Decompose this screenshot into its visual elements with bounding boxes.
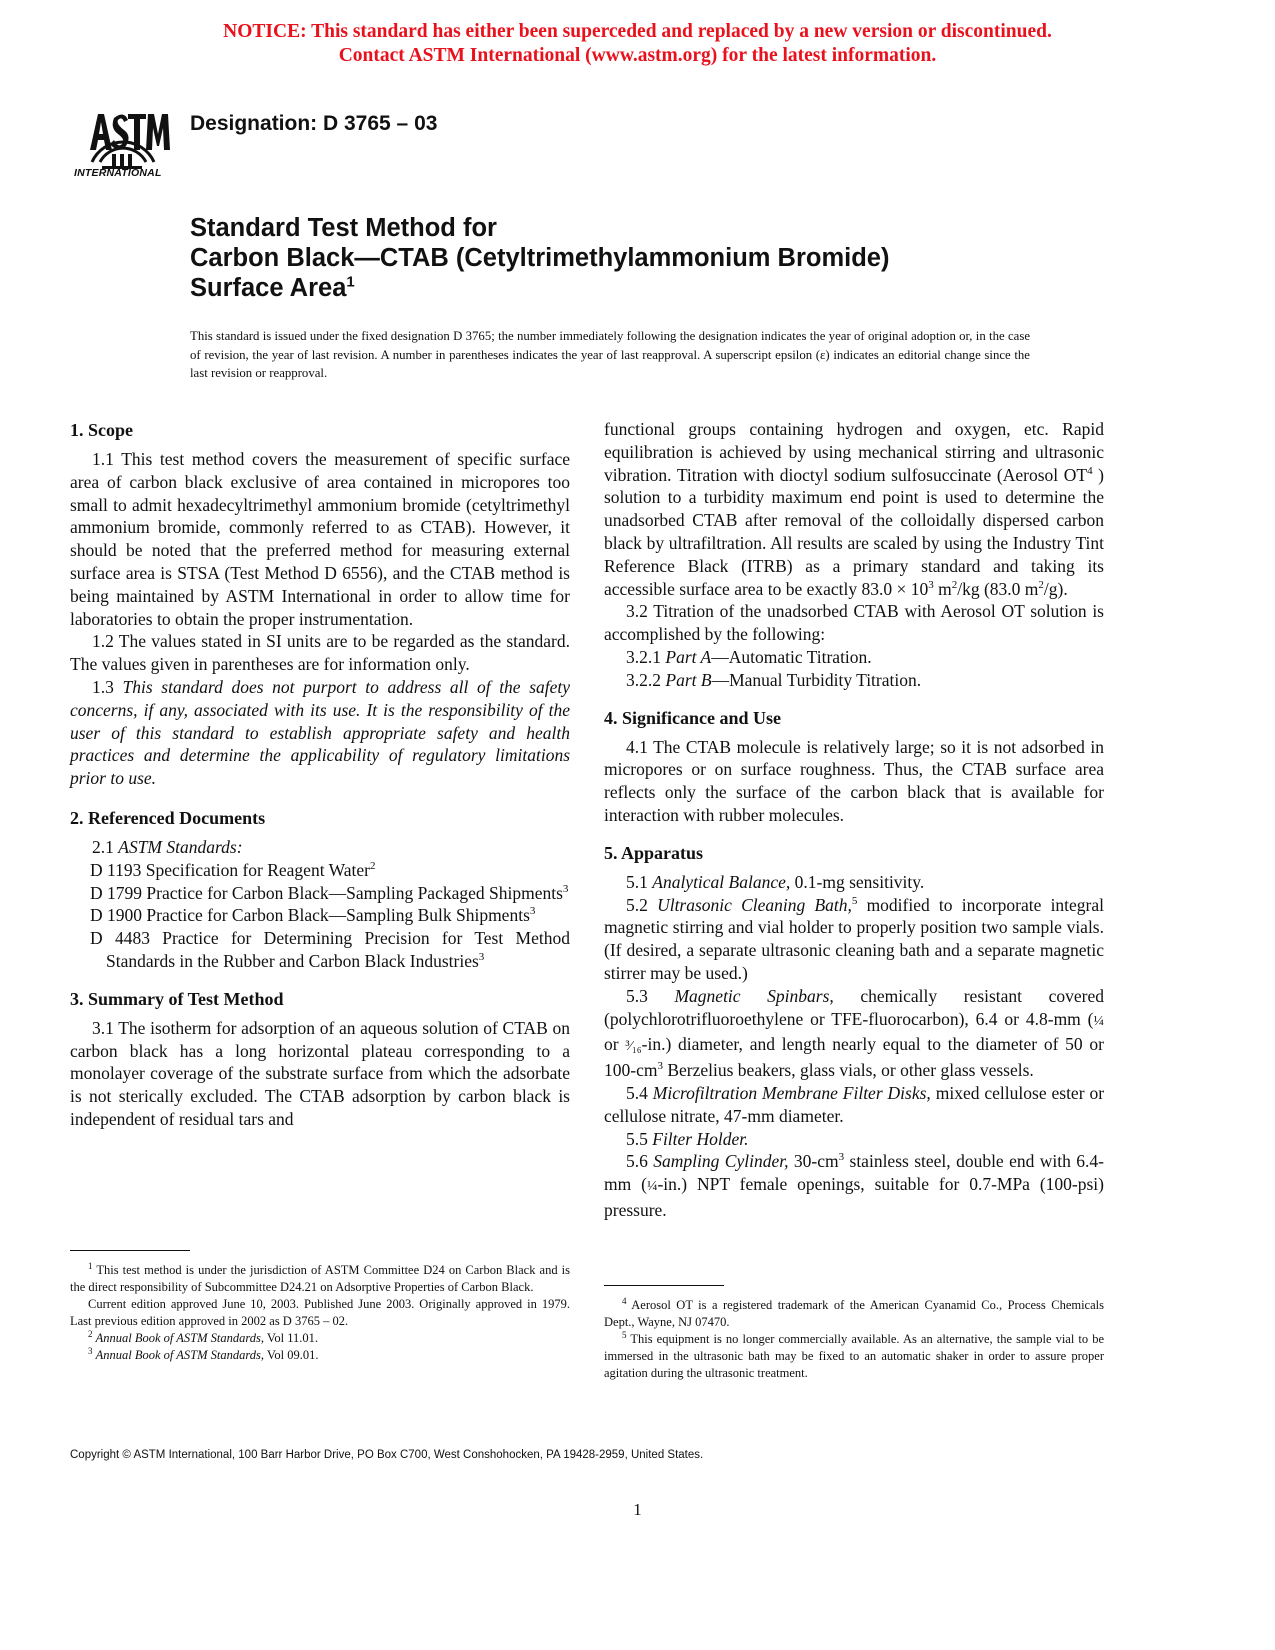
fraction-three-sixteenths: ³⁄₁₆ [625, 1039, 642, 1055]
para-3-2-1-num: 3.2.1 [626, 646, 661, 667]
para-3-1: 3.1 The isotherm for adsorption of an aqueous solution of CTAB on carbon black has a long horizontal plateau corresponding to a monolayer coverage of the substrate surface from which the adsorbate is not sterically excluded. The CTAB adsorption by carbon black is independent of residual tars and [70, 1017, 570, 1129]
footnote [70, 1330, 570, 1347]
para-5-3 [604, 985, 1104, 1082]
para-1-3-num: 1.3 [92, 676, 114, 697]
para-3-1-cont-c: m [933, 578, 952, 599]
title-line-3 [190, 273, 889, 303]
exp-3b: 3 [657, 1060, 663, 1073]
notice-line-1: NOTICE: This standard has either been superceded and replaced by a new version or discontinued. [223, 21, 1052, 42]
footnotes-left [70, 1262, 570, 1364]
para-3-1-cont-b: ) solution to a turbidity maximum end point is used to determine the unadsorbed CTAB after removal of the colloidally dispersed carbon black by ultrafiltration. All results are scaled by using the Industry Tint Reference Black (ITRB) as a primary standard and taking its accessible surface area to be exactly 83.0 × 10 [604, 464, 1105, 599]
footnote-mark: 3 [88, 1345, 93, 1356]
ref-item [70, 904, 570, 927]
para-5-2 [604, 894, 1104, 985]
para-2-1 [70, 836, 570, 859]
footnote-ref-5: 5 [851, 894, 858, 907]
para-5-6-text-b: stainless steel, double end with 6.4-mm ( [604, 1151, 1104, 1195]
ref-item-sup: 3 [529, 905, 536, 918]
para-5-1 [604, 871, 1104, 894]
footnote-rule-left [70, 1250, 190, 1251]
footnote-mark: 2 [88, 1328, 93, 1339]
para-3-2-1-text: —Automatic Titration. [711, 646, 872, 667]
para-5-2-num: 5.2 [626, 894, 648, 915]
ref-item [70, 859, 570, 882]
title-line-1: Standard Test Method for [190, 214, 497, 242]
footnote-text: Vol 11.01. [264, 1331, 318, 1345]
ref-item-text: D 1799 Practice for Carbon Black—Sampling Packaged Shipments [90, 882, 563, 903]
footnote [604, 1297, 1104, 1331]
footnote-text: This test method is under the jurisdiction of ASTM Committee D24 on Carbon Black and is the direct responsibility of Subcommittee D24.21 on Adsorptive Properties of Carbon Black. [70, 1263, 570, 1294]
footnote [70, 1347, 570, 1364]
para-5-6-italic: Sampling Cylinder, [653, 1151, 789, 1172]
footnote-ref-4: 4 [1087, 464, 1093, 477]
footnote-text: This equipment is no longer commercially available. As an alternative, the sample vial to be immersed in the ultrasonic bath may be fixed to an automatic shaker in order to assure proper agitation during the ultrasonic treatment. [604, 1332, 1104, 1380]
para-5-3-num: 5.3 [626, 985, 648, 1006]
para-5-2-italic: Ultrasonic Cleaning Bath, [657, 894, 852, 915]
exp-3: 3 [928, 578, 934, 591]
para-3-1-cont-e: /g). [1043, 578, 1068, 599]
footnote-text: Aerosol OT is a registered trademark of the American Cyanamid Co., Process Chemicals Dept., Wayne, NJ 07470. [604, 1298, 1104, 1329]
issued-statement: This standard is issued under the fixed designation D 3765; the number immediately following the designation indicates the year of original adoption or, in the case of revision, the year of last revision. A number in parentheses indicates the year of last reapproval. A superscript epsilon (ε) indicates an editorial change since the last revision or reapproval. [190, 329, 1030, 380]
para-5-3-italic: Magnetic Spinbars, [674, 985, 834, 1006]
fraction-quarter: ¼ [1093, 1013, 1104, 1029]
title-line-2: Carbon Black—CTAB (Cetyltrimethylammonium Bromide) [190, 244, 890, 272]
ref-item-text: D 4483 Practice for Determining Precision for Test Method Standards in the Rubber and Carbon Black Industries [90, 928, 570, 971]
ref-item-sup: 2 [369, 859, 376, 872]
para-5-1-num: 5.1 [626, 871, 648, 892]
para-5-5-num: 5.5 [626, 1128, 648, 1149]
page-number: 1 [633, 1500, 642, 1519]
para-3-2: 3.2 Titration of the unadsorbed CTAB with Aerosol OT solution is accomplished by the following: [604, 601, 1104, 645]
para-2-1-num: 2.1 [92, 836, 114, 857]
para-3-1-cont-a: functional groups containing hydrogen and oxygen, etc. Rapid equilibration is achieved by using mechanical stirring and ultrasonic vibration. Titration with dioctyl sodium sulfosuccinate (Aerosol OT [604, 419, 1104, 485]
supersede-notice [0, 20, 1275, 68]
para-1-1: 1.1 This test method covers the measurement of specific surface area of carbon black exclusive of area contained in micropores too small to admit hexadecyltrimethyl ammonium bromide (cetyltrimethyl ammonium bromide, commonly referred to as CTAB). However, it should be noted that the preferred method for measuring external surface area is STSA (Test Method D 6556), and the CTAB method is being maintained by ASTM International in order to allow time for laboratories to obtain the proper instrumentation. [70, 449, 570, 629]
exp-2b: 2 [1038, 578, 1044, 591]
footnote-mark: 4 [622, 1295, 627, 1306]
para-5-1-text: 0.1-mg sensitivity. [794, 871, 925, 892]
copyright-line: Copyright © ASTM International, 100 Barr Harbor Drive, PO Box C700, West Conshohocken, PA 19428-2959, United States. [70, 1449, 704, 1461]
ref-item [70, 927, 570, 973]
footnote [70, 1262, 570, 1296]
footnotes-right [604, 1297, 1104, 1382]
para-1-2: 1.2 The values stated in SI units are to be regarded as the standard. The values given in parentheses are for information only. [70, 631, 570, 675]
footnote-italic: Annual Book of ASTM Standards, [95, 1348, 265, 1362]
section-3-heading: 3. Summary of Test Method [70, 988, 284, 1009]
para-5-3-text-a: chemically resistant covered (polychlorotrifluoroethylene or TFE-fluorocarbon), 6.4 or 4.8-mm ( [604, 985, 1105, 1029]
para-5-3-text-d: Berzelius beakers, glass vials, or other glass vessels. [662, 1060, 1034, 1081]
left-column [70, 418, 570, 1131]
para-3-1-continued [604, 418, 1104, 600]
para-5-5-italic: Filter Holder. [652, 1128, 749, 1149]
footnote-text: Current edition approved June 10, 2003. Published June 2003. Originally approved in 1979. Last previous edition approved in 2002 as D 3765 – 02. [70, 1297, 570, 1328]
para-5-5 [604, 1128, 1104, 1151]
para-3-2-2 [604, 669, 1104, 692]
footnote [70, 1296, 570, 1330]
para-4-1: 4.1 The CTAB molecule is relatively large; so it is not adsorbed in micropores or on surface roughness. Thus, the CTAB surface area reflects only the surface of the carbon black that is available for interaction with rubber molecules. [604, 736, 1104, 825]
para-5-6-num: 5.6 [626, 1151, 648, 1172]
footnote-text: Vol 09.01. [264, 1348, 319, 1362]
document-title [190, 213, 889, 303]
section-1-heading: 1. Scope [70, 420, 133, 440]
footnote-italic: Annual Book of ASTM Standards, [95, 1331, 265, 1345]
para-5-3-text-b: or [604, 1034, 626, 1055]
para-5-4-text: mixed cellulose ester or cellulose nitrate, 47-mm diameter. [604, 1082, 1105, 1126]
para-5-4-num: 5.4 [626, 1082, 648, 1103]
section-4-heading: 4. Significance and Use [604, 707, 782, 728]
para-5-3-text-c: -in.) diameter, and length nearly equal to the diameter of 50 or 100-cm [604, 1034, 1105, 1081]
para-3-2-2-italic: Part B [665, 669, 712, 690]
para-2-1-text: ASTM Standards: [118, 836, 243, 857]
para-1-3 [70, 676, 570, 790]
ref-item [70, 882, 570, 905]
para-5-6 [604, 1150, 1104, 1221]
para-3-1-cont-d: /kg (83.0 m [957, 578, 1039, 599]
designation: Designation: D 3765 – 03 [190, 112, 438, 135]
ref-item-sup: 3 [562, 882, 569, 895]
footnote-mark: 1 [88, 1260, 93, 1271]
para-3-2-1 [604, 646, 1104, 669]
para-5-2-text: modified to incorporate integral magnetic stirring and vial holder to properly position two sample vials. (If desired, a separate ultrasonic cleaning bath and a separate magnetic stirrer may be used.) [604, 894, 1105, 983]
footnote-mark: 5 [622, 1329, 627, 1340]
exp-3c: 3 [838, 1151, 845, 1164]
para-5-6-text-c: -in.) NPT female openings, suitable for 0.7-MPa (100-psi) pressure. [604, 1174, 1104, 1220]
footnote-rule-right [604, 1285, 724, 1286]
para-3-2-1-italic: Part A [665, 646, 712, 667]
section-5-heading: 5. Apparatus [604, 842, 704, 863]
para-5-1-italic: Analytical Balance, [652, 871, 791, 892]
para-5-4 [604, 1082, 1104, 1128]
ref-item-text: D 1193 Specification for Reagent Water [90, 859, 370, 880]
title-line-3-text: Surface Area [190, 274, 347, 302]
para-5-4-italic: Microfiltration Membrane Filter Disks, [652, 1082, 931, 1103]
para-1-3-text: This standard does not purport to address all of the safety concerns, if any, associated with its use. It is the responsibility of the user of this standard to establish appropriate safety and health practices and determine the applicability of regulatory limitations prior to use. [70, 676, 571, 789]
right-column [604, 418, 1104, 1222]
exp-2a: 2 [951, 578, 958, 591]
footnote [604, 1331, 1104, 1382]
logo-wordmark: INTERNATIONAL [74, 167, 162, 179]
ref-item-sup: 3 [478, 951, 485, 964]
para-3-2-2-text: —Manual Turbidity Titration. [711, 669, 922, 690]
ref-item-text: D 1900 Practice for Carbon Black—Sampling Bulk Shipments [90, 905, 530, 926]
section-2-heading: 2. Referenced Documents [70, 807, 266, 828]
fraction-quarter-2: ¼ [646, 1179, 658, 1195]
title-footnote-mark: 1 [346, 273, 355, 291]
para-3-2-2-num: 3.2.2 [626, 669, 661, 690]
notice-line-2: Contact ASTM International (www.astm.org) for the latest information. [338, 45, 937, 66]
para-5-6-text-a: 30-cm [793, 1151, 839, 1172]
